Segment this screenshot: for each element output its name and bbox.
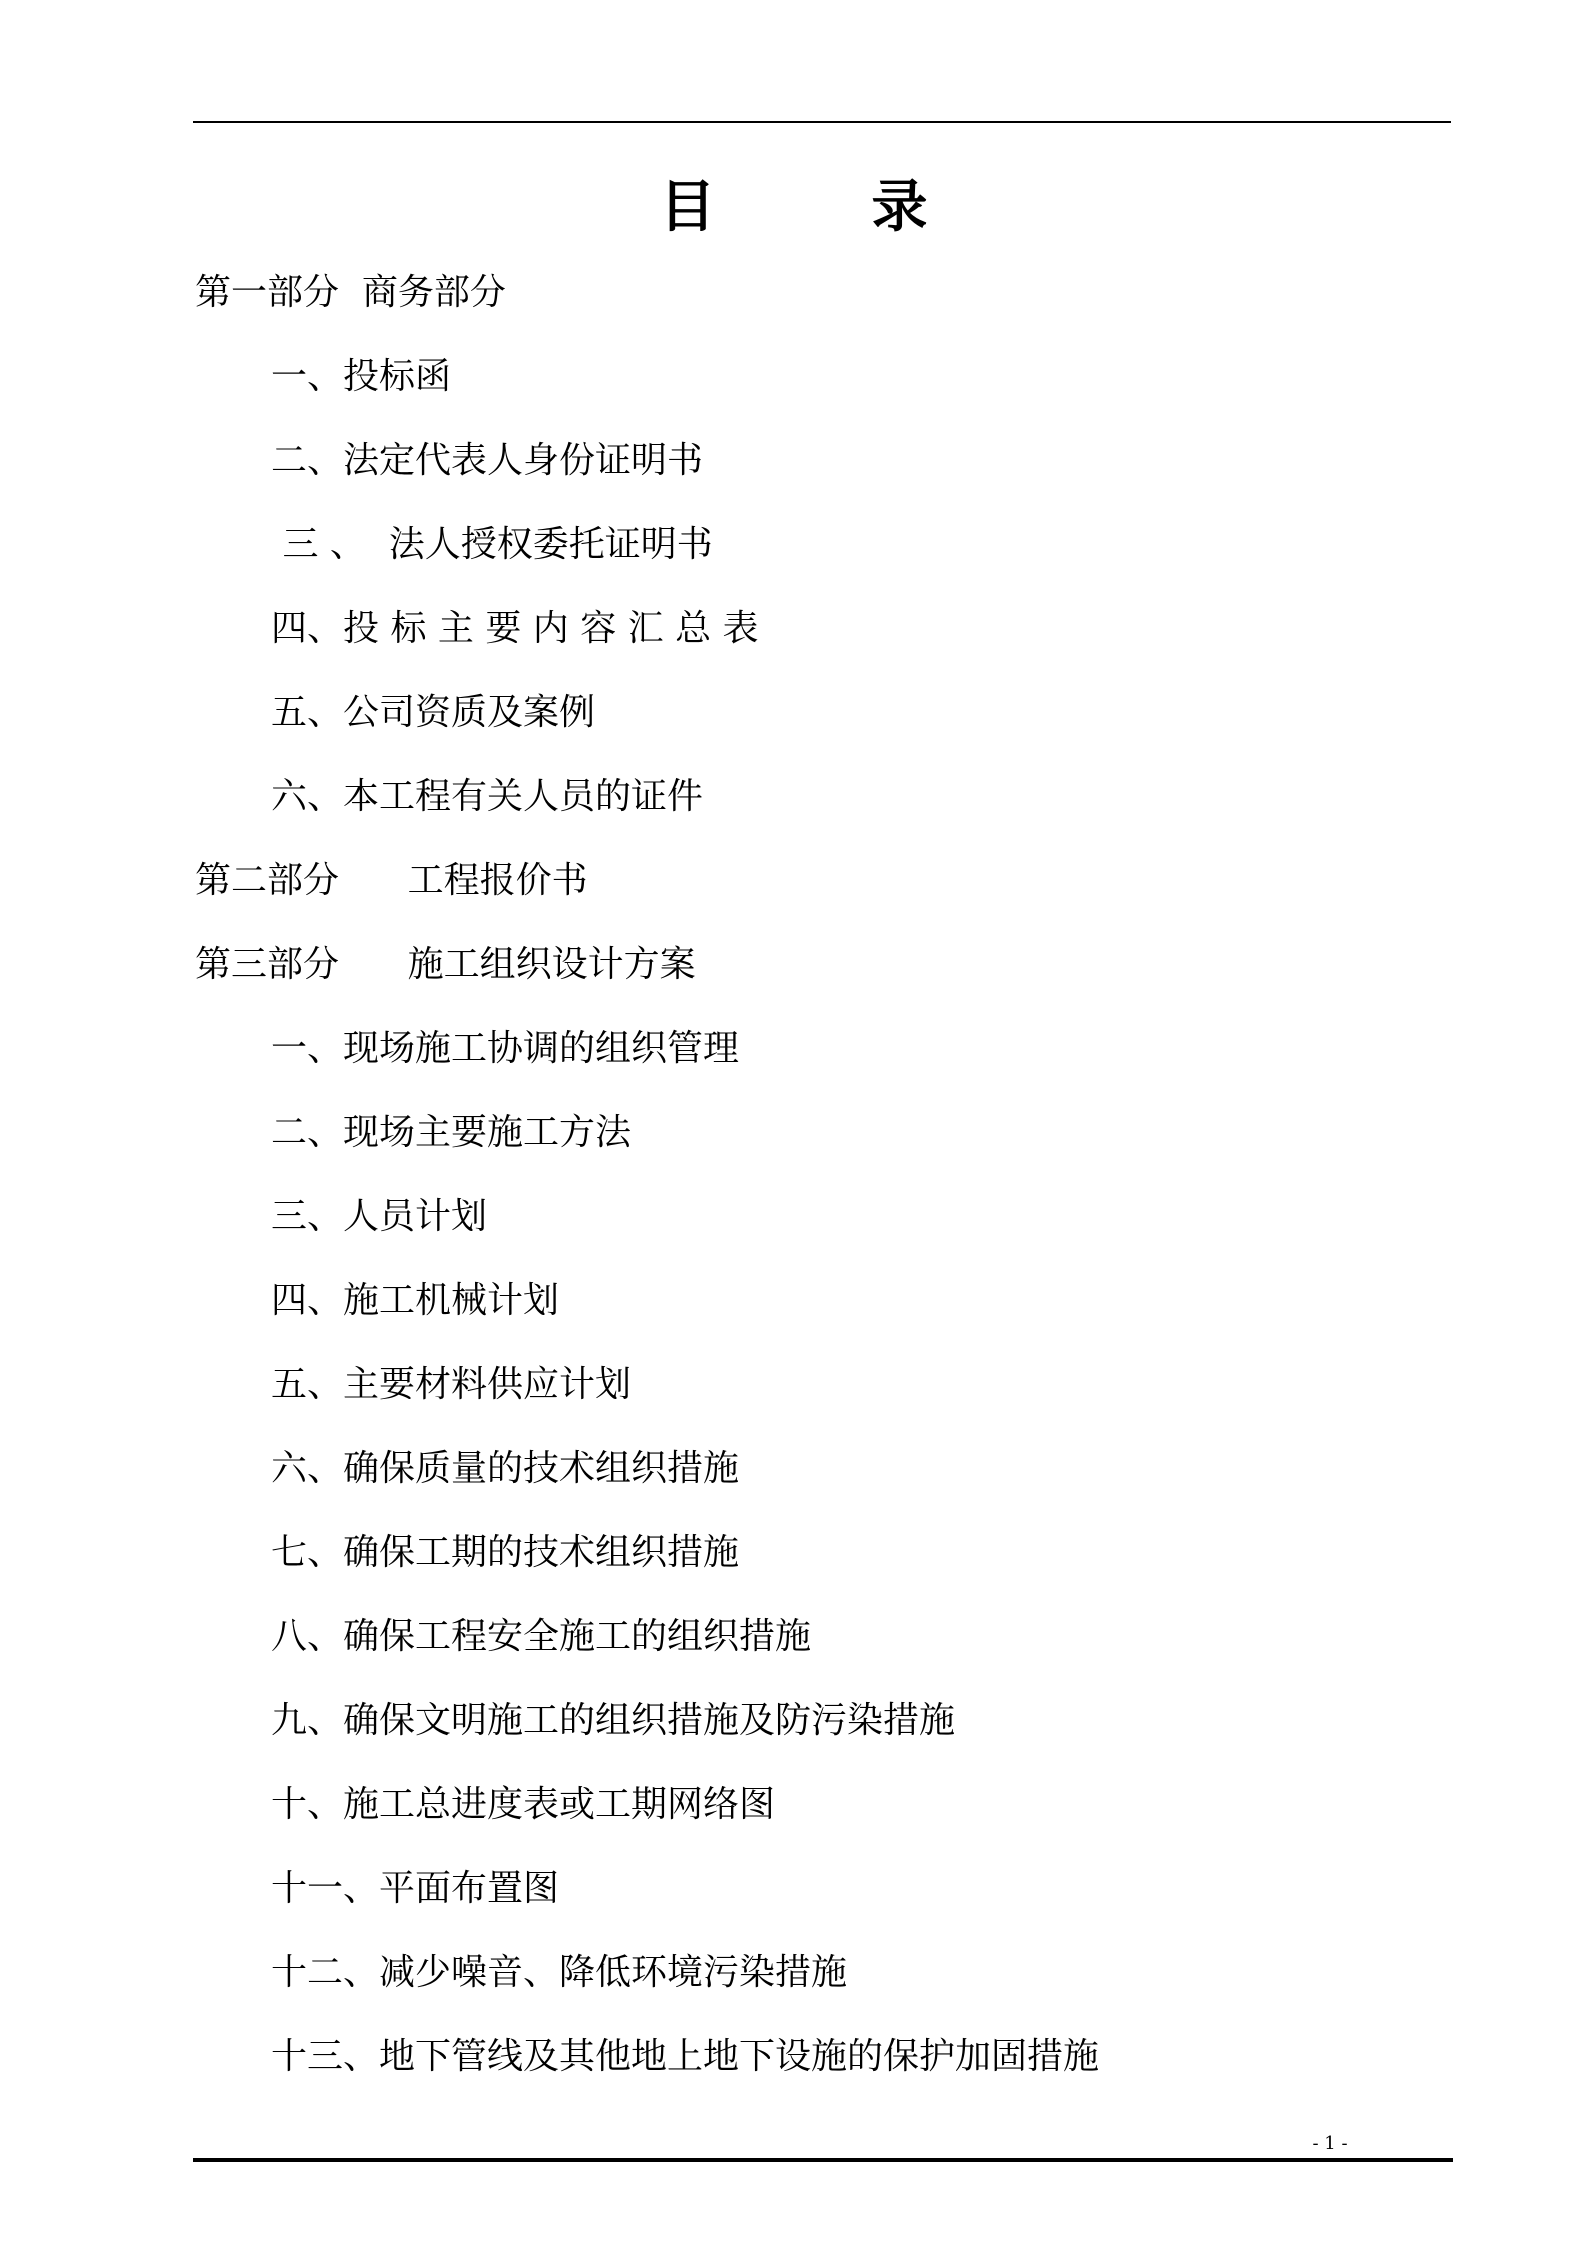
- toc-entry: 五、主要材料供应计划: [271, 1364, 632, 1405]
- toc-entry: 二、法定代表人身份证明书: [271, 440, 704, 481]
- toc-entry: 十二、减少噪音、降低环境污染措施: [271, 1952, 848, 1993]
- toc-entry: 七、确保工期的技术组织措施: [271, 1532, 740, 1573]
- toc-entry: 十、施工总进度表或工期网络图: [271, 1784, 776, 1825]
- toc-entry: 六、本工程有关人员的证件: [271, 776, 704, 817]
- toc-entry: 三 、 法人授权委托证明书: [271, 524, 713, 565]
- toc-entry: 二、现场主要施工方法: [271, 1112, 632, 1153]
- page-number: - 1 -: [1312, 2133, 1348, 2154]
- toc-entry: 八、确保工程安全施工的组织措施: [271, 1616, 812, 1657]
- page-title: 目 录: [659, 174, 928, 240]
- toc-entry: 一、现场施工协调的组织管理: [271, 1028, 740, 1069]
- toc-section-heading: 第三部分 施工组织设计方案: [195, 944, 696, 985]
- header-rule: [193, 121, 1451, 123]
- toc-entry: 十一、平面布置图: [271, 1868, 560, 1909]
- toc-entry: 三、人员计划: [271, 1196, 488, 1237]
- toc-entry: 一、投标函: [271, 356, 452, 397]
- toc-entry: 四、施工机械计划: [271, 1280, 560, 1321]
- toc-entry: 十三、地下管线及其他地上地下设施的保护加固措施: [271, 2036, 1100, 2077]
- toc-section-heading: 第二部分 工程报价书: [195, 860, 588, 901]
- table-of-contents: [195, 251, 1395, 2099]
- toc-entry: 九、确保文明施工的组织措施及防污染措施: [271, 1700, 956, 1741]
- footer-rule: [193, 2158, 1453, 2162]
- toc-entry: 五、公司资质及案例: [271, 692, 596, 733]
- toc-entry: 六、确保质量的技术组织措施: [271, 1448, 740, 1489]
- toc-section-heading: 第一部分 商务部分: [195, 272, 506, 313]
- toc-entry: 四、投 标 主 要 内 容 汇 总 表: [271, 608, 759, 649]
